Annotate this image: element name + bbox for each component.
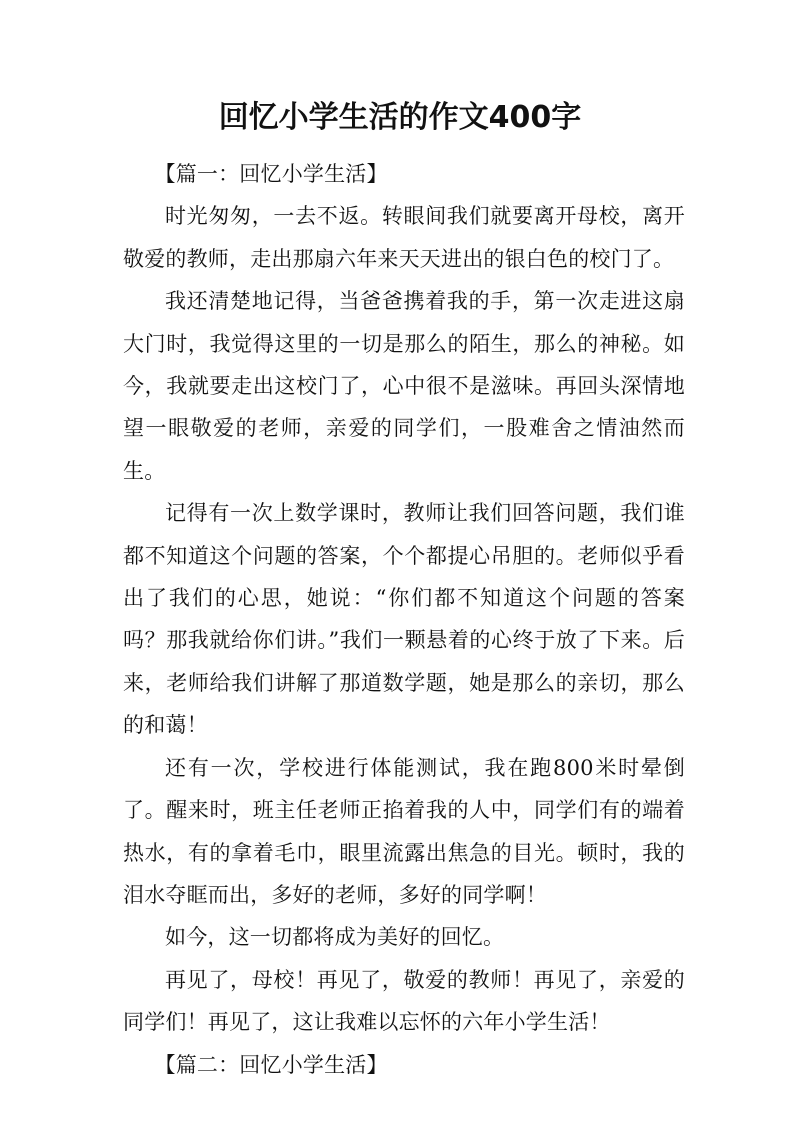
paragraph-1: 时光匆匆，一去不返。转眼间我们就要离开母校，离开敬爱的教师，走出那扇六年来天天进出的银白色的校门了。 xyxy=(123,204,685,271)
section-heading-2: 【篇二：回忆小学生活】 xyxy=(154,1052,388,1077)
document-title: 回忆小学生活的作文400字 xyxy=(218,100,582,135)
paragraph-6: 再见了，母校！再见了，敬爱的教师！再见了，亲爱的同学们！再见了，这让我难以忘怀的六年小学生活！ xyxy=(123,967,685,1035)
paragraph-3: 记得有一次上数学课时，教师让我们回答问题，我们谁都不知道这个问题的答案，个个都提心吊胆的。老师似乎看出了我们的心思，她说：“你们都不知道这个问题的答案吗？那我就给你们讲。”我们一颗悬着的心终于放了下来。后来，老师给我们讲解了那道数学题，她是那么的亲切，那么的和蔼！ xyxy=(123,501,685,738)
section-heading-1: 【篇一：回忆小学生活】 xyxy=(154,162,388,186)
paragraph-2: 我还清楚地记得，当爸爸携着我的手，第一次走进这扇大门时，我觉得这里的一切是那么的陌生，那么的神秘。如今，我就要走出这校门了，心中很不是滋味。再回头深情地望一眼敬爱的老师，亲爱的同学们，一股难舍之情油然而生。 xyxy=(123,289,685,483)
paragraph-5: 如今，这一切都将成为美好的回忆。 xyxy=(165,925,505,950)
paragraph-4: 还有一次，学校进行体能测试，我在跑800米时晕倒了。醒来时，班主任老师正掐着我的人中，同学们有的端着热水，有的拿着毛巾，眼里流露出焦急的目光。顿时，我的泪水夺眶而出，多好的老师，多好的同学啊！ xyxy=(123,755,685,907)
document-body xyxy=(123,153,685,1086)
